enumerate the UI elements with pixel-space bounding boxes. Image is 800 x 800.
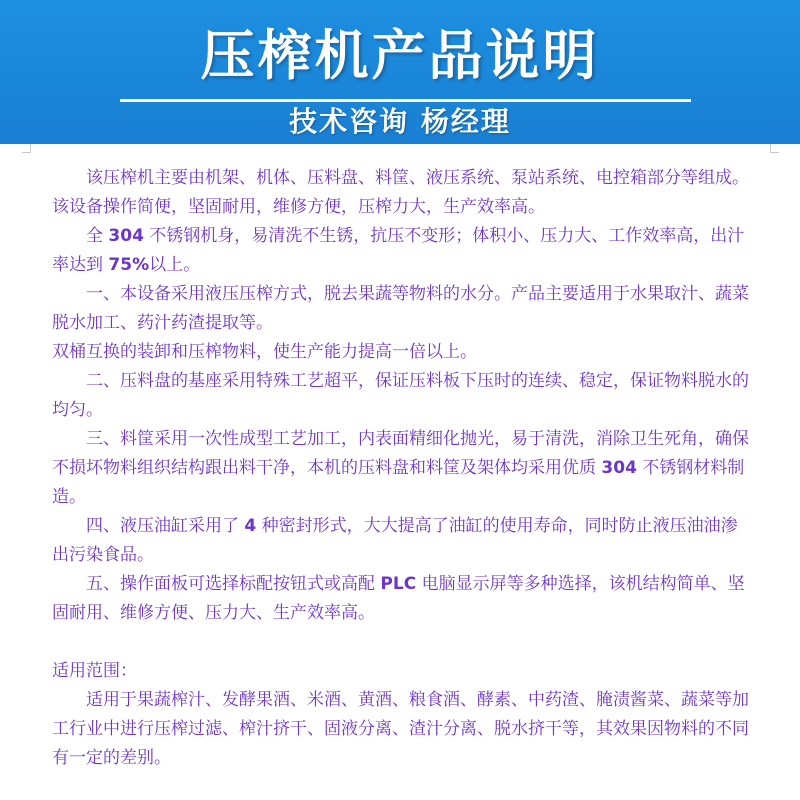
text-run: 该压榨机主要由机架、机体、压料盘、料筐、液压系统、泵站系统、电控箱部分等组成。该设备操作简便，坚固耐用，维修方便，压榨力大，生产效率高。 bbox=[52, 168, 749, 217]
text-run: 不锈钢机身，易清洗不生锈，抗压不变形；体积小、压力大、工作效率高，出汁率达到 bbox=[52, 226, 745, 275]
highlight-number: 75% bbox=[108, 255, 150, 275]
page-subtitle: 技术咨询 杨经理 bbox=[289, 105, 511, 138]
text-run: 以上。 bbox=[149, 255, 201, 275]
highlight-number: 304 bbox=[108, 226, 144, 246]
paragraph-feature-3 bbox=[52, 425, 752, 512]
text-run: 种密封形式，大大提高了油缸的使用寿命，同时防止液压油油渗出污染食品。 bbox=[52, 516, 738, 565]
text-run: 不锈钢材料制造。 bbox=[52, 458, 745, 507]
paragraph-feature-4 bbox=[52, 512, 752, 570]
paragraph-feature-2 bbox=[52, 367, 752, 425]
header-ghost-watermark bbox=[180, 2, 620, 24]
text-run: 五、操作面板可选择标配按钮式或高配 bbox=[86, 574, 381, 594]
text-run: 双桶互换的装卸和压榨物料，使生产能力提高一倍以上。 bbox=[52, 342, 477, 362]
highlight-number: 4 bbox=[244, 516, 257, 536]
paragraph-scope bbox=[52, 686, 752, 773]
page-title: 压榨机产品说明 bbox=[200, 24, 600, 87]
paragraph-feature-1 bbox=[52, 280, 752, 338]
paragraph-intro bbox=[52, 164, 752, 222]
crop-mark-right bbox=[770, 144, 779, 153]
text-run: 一、本设备采用液压压榨方式，脱去果蔬等物料的水分。产品主要适用于水果取汁、蔬菜脱水加工、药汁药渣提取等。 bbox=[52, 284, 749, 333]
header-banner bbox=[0, 0, 800, 144]
text-run: 适用于果蔬榨汁、发酵果酒、米酒、黄酒、粮食酒、酵素、中药渣、腌渍酱菜、蔬菜等加工行业中进行压榨过滤、榨汁挤干、固液分离、渣汁分离、脱水挤干等，其效果因物料的不同有一定的差别。 bbox=[52, 690, 749, 768]
paragraph-material bbox=[52, 222, 752, 280]
scope-heading: 适用范围： bbox=[52, 661, 137, 681]
text-run: 四、液压油缸采用了 bbox=[86, 516, 245, 536]
paragraph-feature-5 bbox=[52, 570, 752, 628]
description-body bbox=[52, 164, 752, 773]
highlight-number: 304 bbox=[601, 458, 637, 478]
text-run: 电脑显示屏等多种选择，该机结构简单、坚固耐用、维修方便、压力大、生产效率高。 bbox=[52, 574, 745, 623]
text-run: 全 bbox=[86, 226, 109, 246]
title-underline bbox=[120, 99, 691, 102]
text-run: 三、料筐采用一次性成型工艺加工，内表面精细化抛光，易于清洗，消除卫生死角，确保不损坏物料组织结构跟出料干净，本机的压料盘和料筐及架体均采用优质 bbox=[52, 429, 749, 478]
crop-mark-left bbox=[22, 144, 31, 153]
paragraph-feature-1b bbox=[52, 338, 752, 367]
text-run: 二、压料盘的基座采用特殊工艺超平，保证压料板下压时的连续、稳定，保证物料脱水的均匀。 bbox=[52, 371, 749, 420]
highlight-number: PLC bbox=[380, 574, 417, 594]
